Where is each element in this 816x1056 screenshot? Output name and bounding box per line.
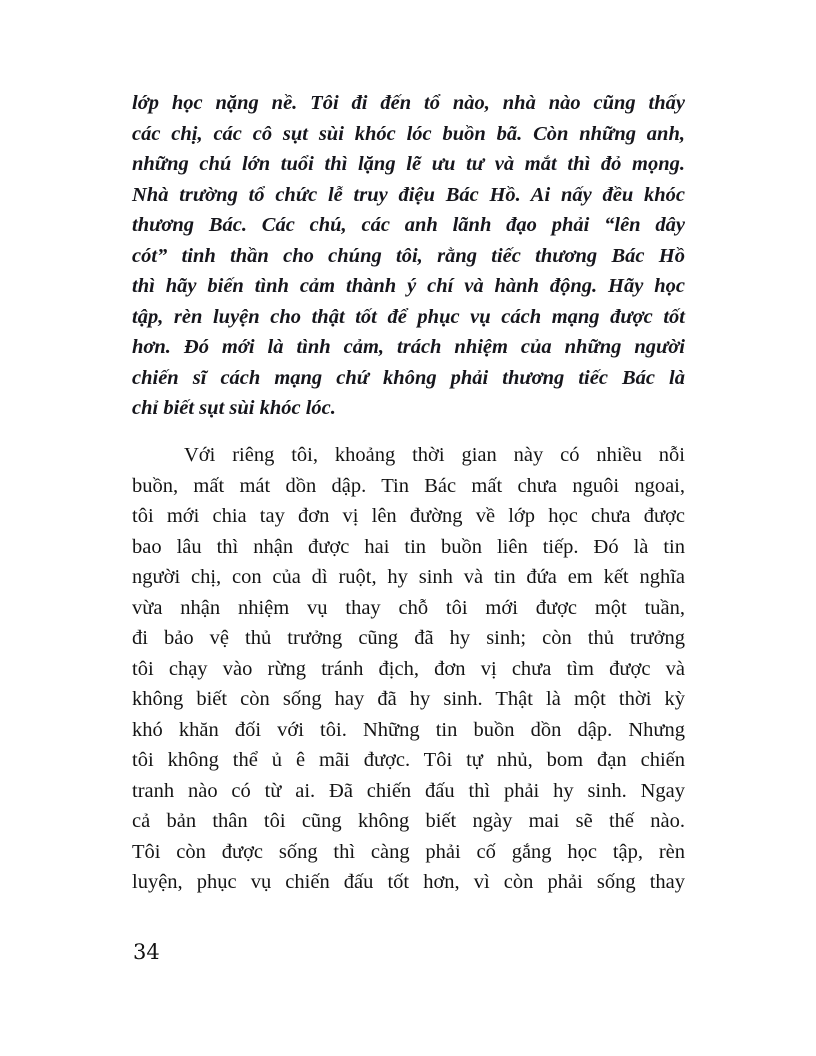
text-line: vừa nhận nhiệm vụ thay chỗ tôi mới được một tuần, [132, 596, 685, 619]
body-paragraph [132, 440, 685, 898]
text-line: Tôi còn được sống thì càng phải cố gắng học tập, rèn [132, 840, 685, 863]
text-line: tranh nào có từ ai. Đã chiến đấu thì phải hy sinh. Ngay [132, 779, 685, 802]
text-line: những chú lớn tuổi thì lặng lẽ ưu tư và mắt thì đỏ mọng. [132, 153, 685, 175]
text-line: tôi chạy vào rừng tránh địch, đơn vị chưa tìm được và [132, 657, 685, 680]
text-line: Nhà trường tổ chức lễ truy điệu Bác Hồ. Ai nấy đều khóc [132, 183, 685, 206]
text-line: tôi mới chia tay đơn vị lên đường về lớp học chưa được [132, 505, 685, 527]
page-number: 34 [133, 940, 160, 964]
text-line: chỉ biết sụt sùi khóc lóc. [132, 397, 336, 419]
text-line: lớp học nặng nề. Tôi đi đến tổ nào, nhà nào cũng thấy [132, 92, 685, 114]
text-line: thì hãy biến tình cảm thành ý chí và hành động. Hãy học [132, 275, 685, 297]
text-line: tập, rèn luyện cho thật tốt để phục vụ cách mạng được tốt [132, 305, 685, 328]
text-line: chiến sĩ cách mạng chứ không phải thương tiếc Bác là [132, 366, 685, 389]
text-line: cả bản thân tôi cũng không biết ngày mai sẽ thế nào. [132, 810, 685, 832]
text-line: đi bảo vệ thủ trưởng cũng đã hy sinh; còn thủ trưởng [132, 627, 685, 649]
text-line: thương Bác. Các chú, các anh lãnh đạo phải “lên dây [132, 214, 685, 236]
text-line: khó khăn đối với tôi. Những tin buồn dồn dập. Nhưng [132, 718, 685, 741]
text-line: không biết còn sống hay đã hy sinh. Thật là một thời kỳ [132, 688, 685, 710]
text-line: tôi không thể ủ ê mãi được. Tôi tự nhủ, bom đạn chiến [132, 749, 685, 771]
text-line: buồn, mất mát dồn dập. Tin Bác mất chưa nguôi ngoai, [132, 474, 685, 497]
text-line: Với riêng tôi, khoảng thời gian này có nhiều nỗi [184, 444, 685, 466]
italic-paragraph [132, 88, 685, 424]
text-line: luyện, phục vụ chiến đấu tốt hơn, vì còn phải sống thay [132, 871, 685, 893]
text-line: hơn. Đó mới là tình cảm, trách nhiệm của những người [132, 336, 685, 358]
text-line: người chị, con của dì ruột, hy sinh và tin đứa em kết nghĩa [132, 566, 685, 588]
text-line: các chị, các cô sụt sùi khóc lóc buồn bã. Còn những anh, [132, 122, 685, 145]
text-line: bao lâu thì nhận được hai tin buồn liên tiếp. Đó là tin [132, 535, 685, 558]
text-line: cót” tinh thần cho chúng tôi, rằng tiếc thương Bác Hồ [132, 244, 685, 267]
